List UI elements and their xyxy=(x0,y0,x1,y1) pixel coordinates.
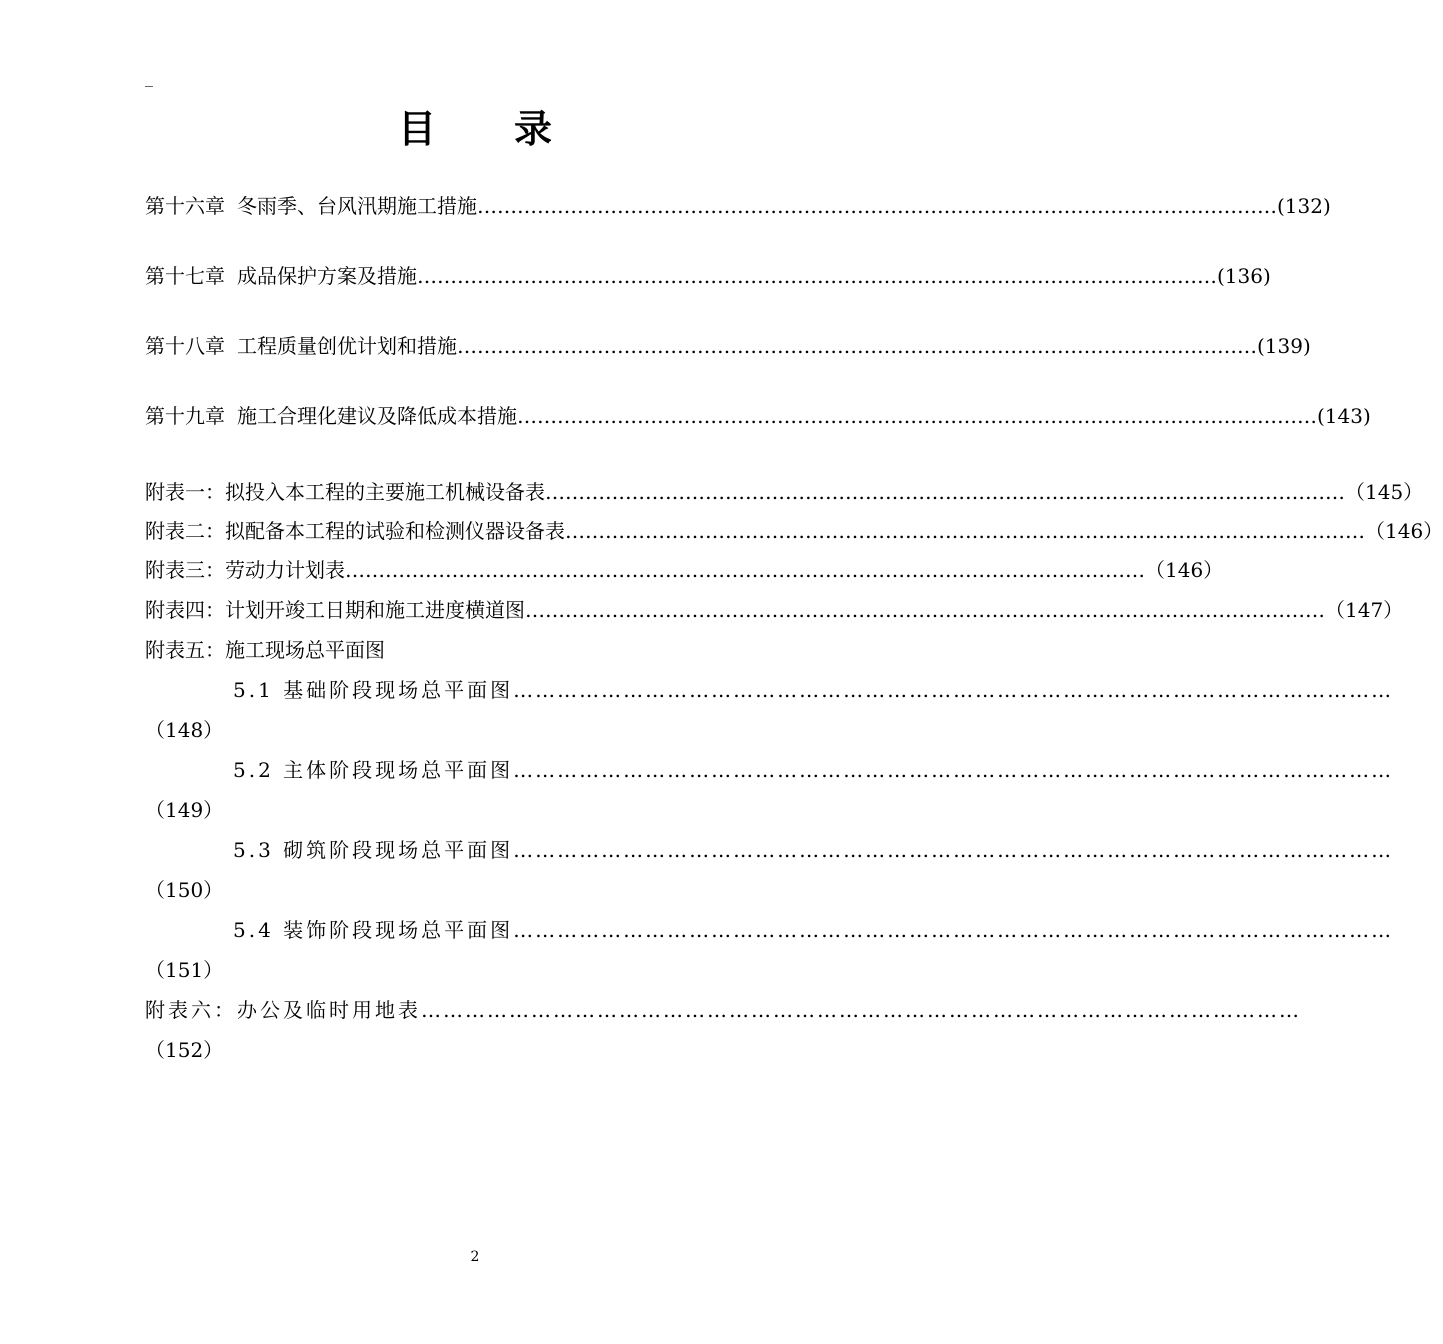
page-ref: (143) xyxy=(1317,404,1371,428)
appendix-text: 附表四：计划开竣工日期和施工进度横道图 xyxy=(145,598,525,622)
leader-dots: ………………………………………………………………………………………………………… xyxy=(517,404,1317,428)
toc-entry-sub-5-1[interactable] xyxy=(233,676,1394,704)
chapter-label: 第十八章 xyxy=(145,334,225,358)
chapter-label: 第十九章 xyxy=(145,404,225,428)
page-ref: （150） xyxy=(145,878,224,902)
appendix-text: 附表五：施工现场总平面图 xyxy=(145,638,385,662)
toc-entry-sub-5-4[interactable] xyxy=(233,916,1394,944)
page-ref: (139) xyxy=(1257,334,1311,358)
toc-entry-appendix-2[interactable] xyxy=(145,517,1443,545)
page-ref: （152） xyxy=(145,1038,224,1062)
chapter-name: 成品保护方案及措施 xyxy=(237,264,417,288)
sub-item-text: 5.1 基础阶段现场总平面图 xyxy=(233,678,514,702)
leader-dots: ………………………………………………………………………………………………………… xyxy=(513,758,1394,782)
chapter-name: 冬雨季、台风汛期施工措施 xyxy=(237,194,477,218)
leader-dots: ………………………………………………………………………………………………………… xyxy=(513,838,1394,862)
page-ref: (136) xyxy=(1217,264,1271,288)
appendix-text: 附表一：拟投入本工程的主要施工机械设备表 xyxy=(145,480,545,504)
leader-dots: ………………………………………………………………………………………………………… xyxy=(477,194,1277,218)
leader-dots: ………………………………………………………………………………………………………… xyxy=(565,519,1365,543)
page-ref: （145） xyxy=(1345,480,1424,504)
toc-entry-appendix-1[interactable] xyxy=(145,478,1424,506)
toc-entry-chapter-17[interactable] xyxy=(145,262,1271,290)
chapter-name: 施工合理化建议及降低成本措施 xyxy=(237,404,517,428)
page-ref: （146） xyxy=(1365,519,1443,543)
appendix-text: 附表三：劳动力计划表 xyxy=(145,558,345,582)
sub-item-text: 5.4 装饰阶段现场总平面图 xyxy=(233,918,514,942)
toc-entry-sub-5-2[interactable] xyxy=(233,756,1394,784)
title-char-1: 目 xyxy=(397,107,436,151)
page-ref: （149） xyxy=(145,798,224,822)
page-ref: (132) xyxy=(1277,194,1331,218)
title-char-2: 录 xyxy=(514,107,553,151)
page-ref: （146） xyxy=(1145,558,1224,582)
leader-dots: ………………………………………………………………………………………………………… xyxy=(457,334,1257,358)
toc-entry-appendix-6[interactable] xyxy=(145,996,1301,1024)
sub-item-text: 5.2 主体阶段现场总平面图 xyxy=(233,758,514,782)
toc-entry-chapter-18[interactable] xyxy=(145,332,1311,360)
page-ref: （148） xyxy=(145,718,224,742)
leader-dots: ………………………………………………………………………………………………………… xyxy=(345,558,1145,582)
page-ref: （151） xyxy=(145,958,224,982)
leader-dots: ………………………………………………………………………………………………………… xyxy=(525,598,1325,622)
toc-entry-sub-5-3[interactable] xyxy=(233,836,1394,864)
page-ref: （147） xyxy=(1325,598,1404,622)
leader-dots: ………………………………………………………………………………………………………… xyxy=(545,480,1345,504)
toc-entry-appendix-5[interactable] xyxy=(145,636,805,664)
leader-dots: ………………………………………………………………………………………………………… xyxy=(513,678,1394,702)
page-number: 2 xyxy=(470,1249,480,1265)
header-mark: _ xyxy=(145,68,153,87)
chapter-label: 第十六章 xyxy=(145,194,225,218)
toc-entry-appendix-4[interactable] xyxy=(145,596,1404,624)
sub-item-text: 5.3 砌筑阶段现场总平面图 xyxy=(233,838,514,862)
leader-dots: ………………………………………………………………………………………………………… xyxy=(421,998,1301,1022)
toc-entry-chapter-19[interactable] xyxy=(145,402,1371,430)
chapter-name: 工程质量创优计划和措施 xyxy=(237,334,457,358)
appendix-text: 附表六：办公及临时用地表 xyxy=(145,998,421,1022)
toc-entry-appendix-3[interactable] xyxy=(145,556,1224,584)
appendix-text: 附表二：拟配备本工程的试验和检测仪器设备表 xyxy=(145,519,565,543)
page-title xyxy=(0,104,950,154)
leader-dots: ………………………………………………………………………………………………………… xyxy=(513,918,1394,942)
toc-entry-chapter-16[interactable] xyxy=(145,192,1331,220)
leader-dots: ………………………………………………………………………………………………………… xyxy=(417,264,1217,288)
chapter-label: 第十七章 xyxy=(145,264,225,288)
